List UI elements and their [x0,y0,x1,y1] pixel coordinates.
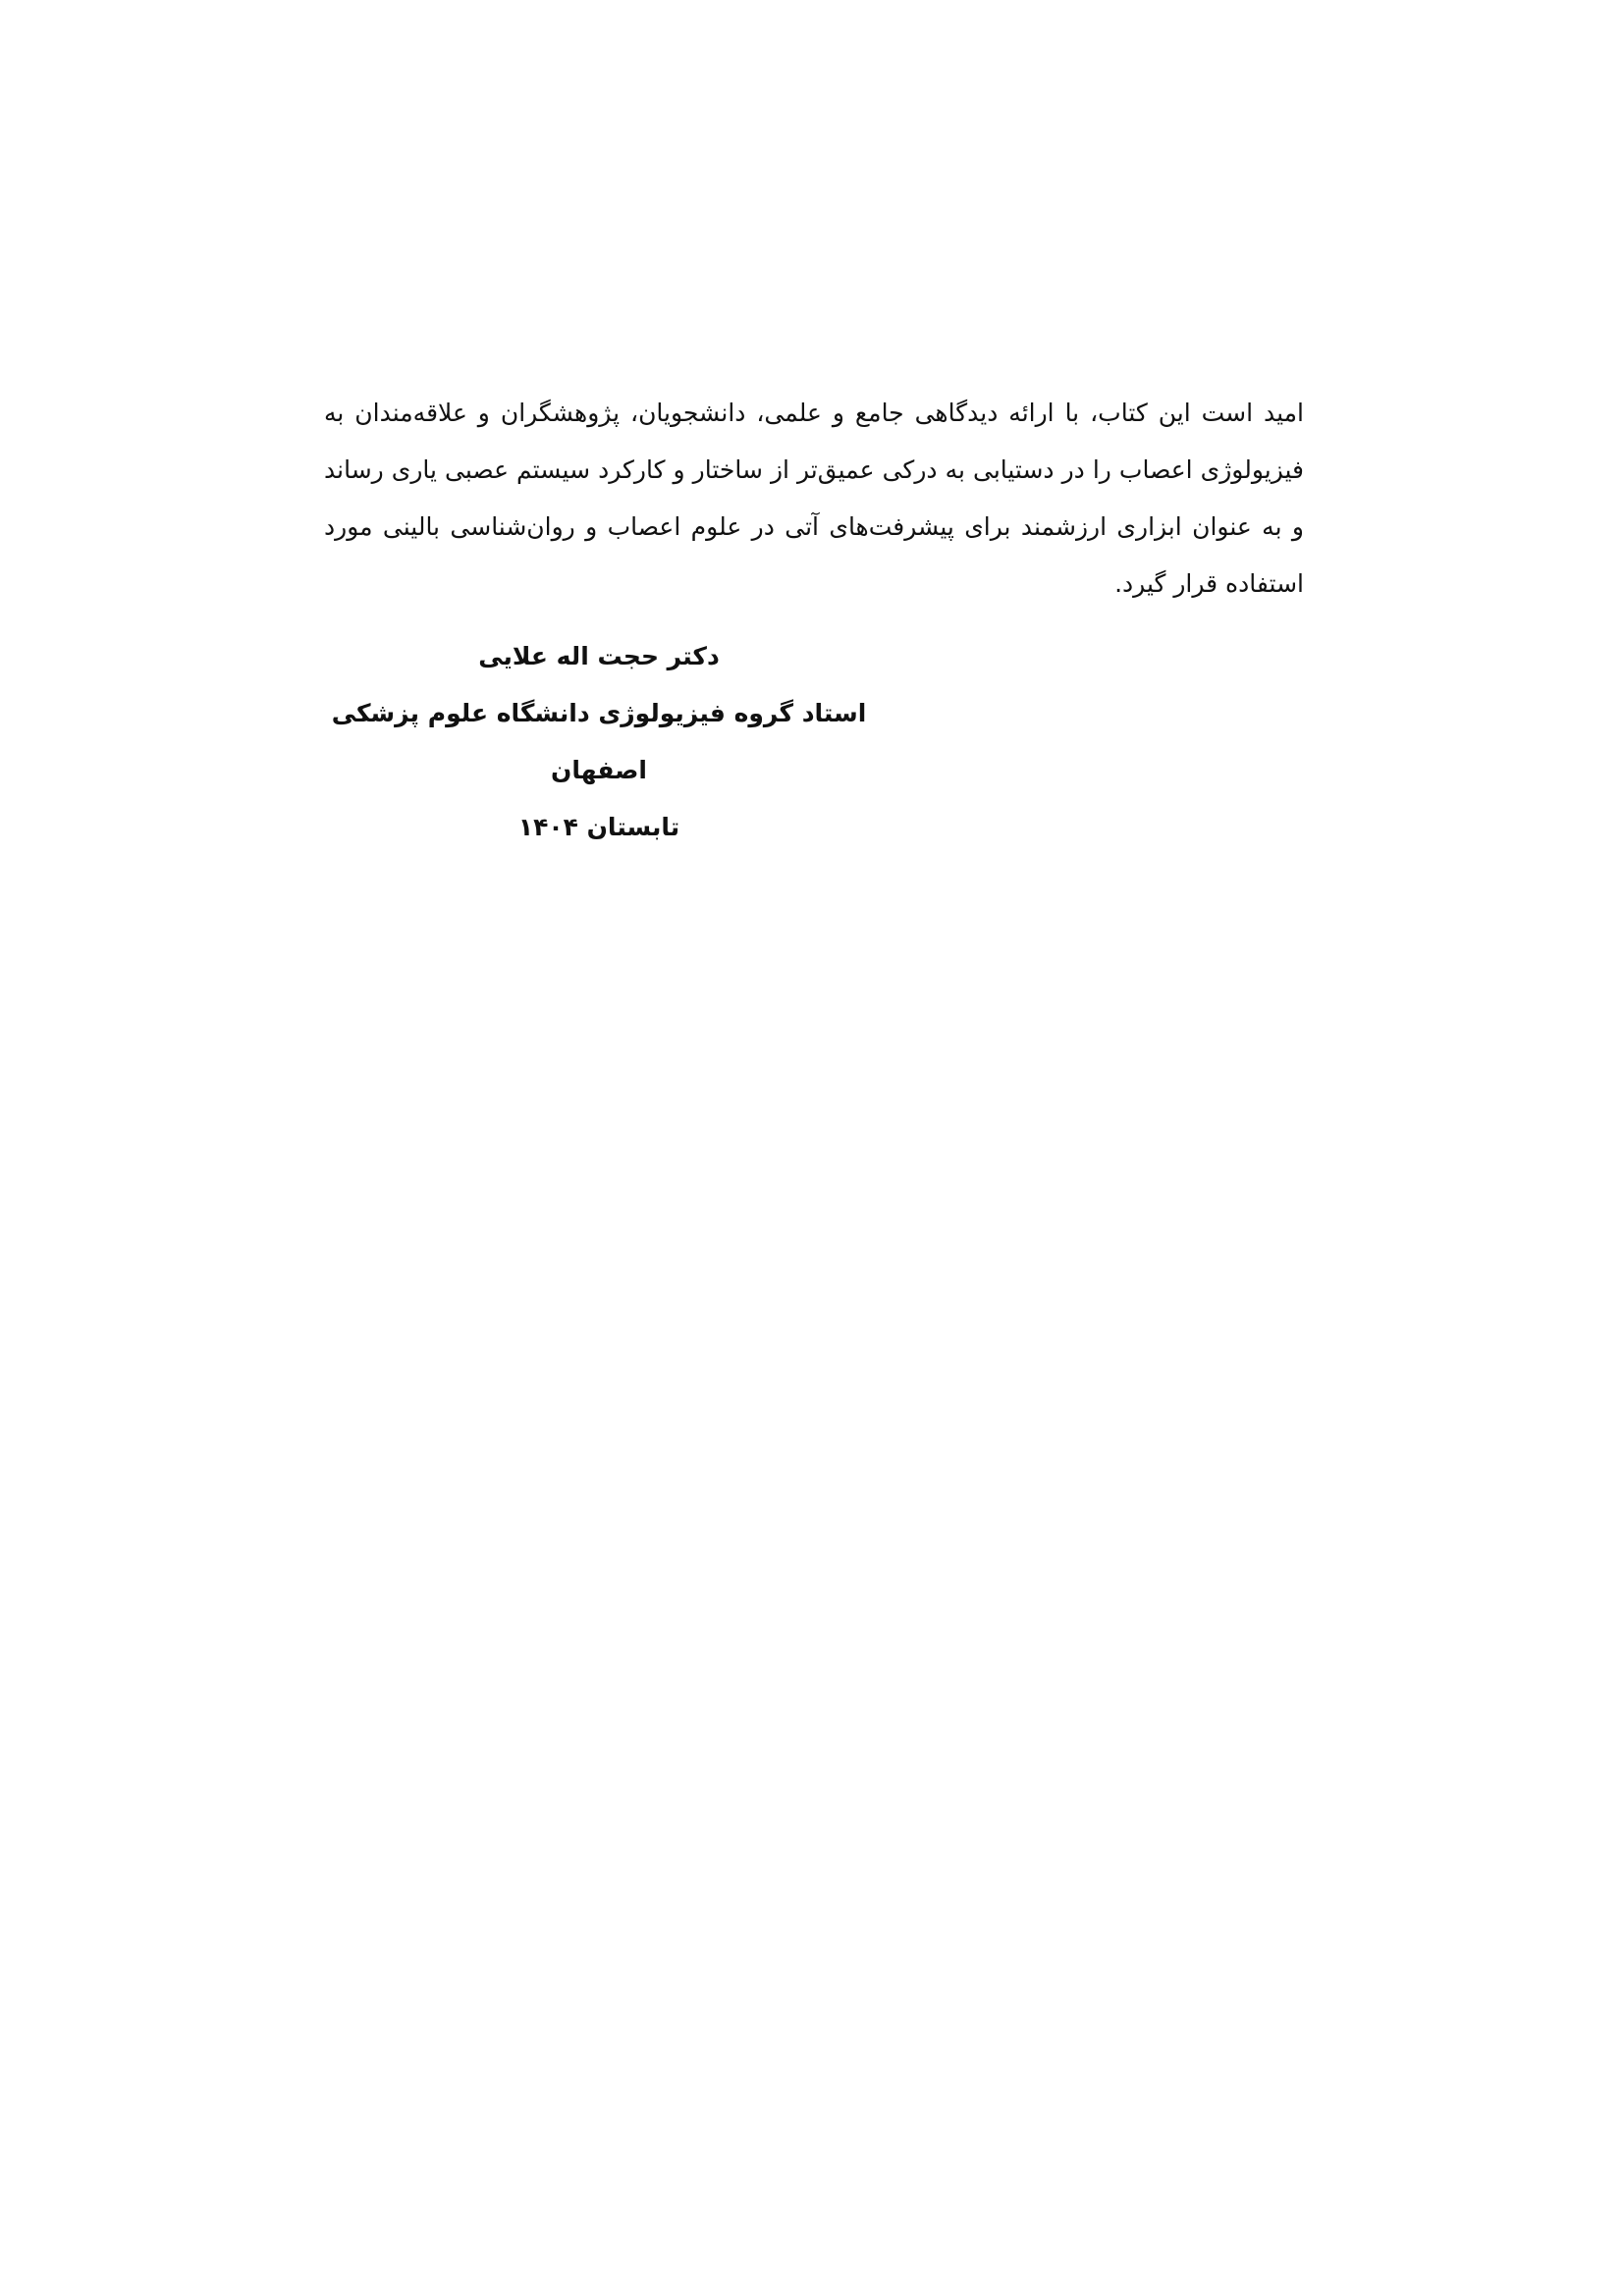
body-paragraph: امید است این کتاب، با ارائه دیدگاهی جامع و علمی، دانشجویان، پژوهشگران و علاقه‌مندان به فیزیولوژی اعصاب را در دستیابی به درکی عمیق‌تر از ساختار و کارکرد سیستم عصبی یاری رساند و به عنوان ابزاری ارزشمند برای پیشرفت‌های آتی در علوم اعصاب و روان‌شناسی بالینی مورد استفاده قرار گیرد. [324,399,1304,598]
author-name: دکتر حجت اله علایی [478,642,720,670]
signature-block [324,628,874,856]
author-position: استاد گروه فیزیولوژی دانشگاه علوم پزشکی اصفهان [331,699,867,784]
body-paragraph-block [324,385,1304,613]
signature-date: تابستان ۱۴۰۴ [517,813,680,841]
